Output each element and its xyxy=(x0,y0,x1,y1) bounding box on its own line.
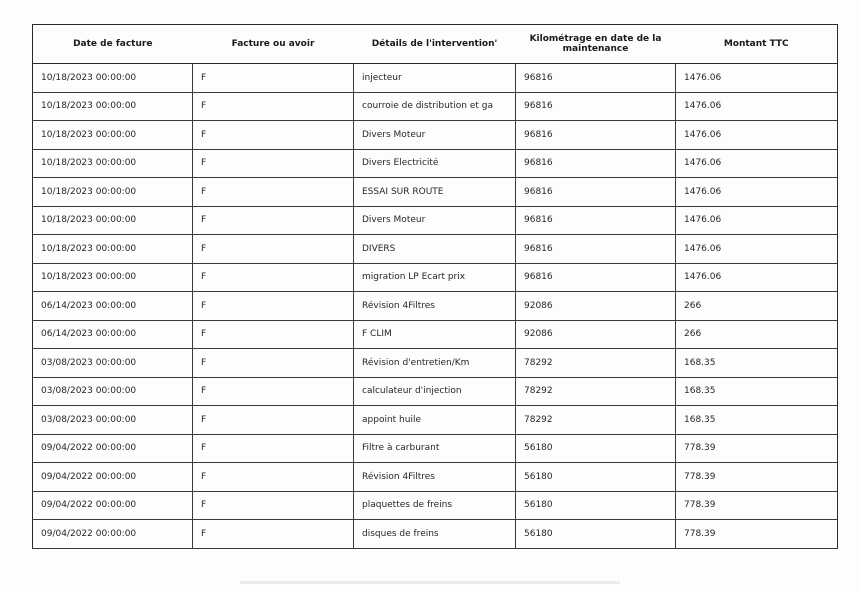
cell-invoice-date: 10/18/2023 00:00:00 xyxy=(33,149,193,178)
cell-invoice-type: F xyxy=(193,149,354,178)
cell-amount-ttc: 1476.06 xyxy=(676,178,838,207)
cell-amount-ttc: 266 xyxy=(676,292,838,321)
cell-invoice-date: 10/18/2023 00:00:00 xyxy=(33,206,193,235)
cell-invoice-date: 10/18/2023 00:00:00 xyxy=(33,263,193,292)
cell-intervention-details: DIVERS xyxy=(354,235,516,264)
cell-invoice-type: F xyxy=(193,121,354,150)
cell-amount-ttc: 1476.06 xyxy=(676,263,838,292)
cell-invoice-type: F xyxy=(193,434,354,463)
cell-invoice-type: F xyxy=(193,320,354,349)
cell-amount-ttc: 778.39 xyxy=(676,434,838,463)
cell-invoice-date: 10/18/2023 00:00:00 xyxy=(33,235,193,264)
cell-mileage: 96816 xyxy=(516,178,676,207)
cell-amount-ttc: 266 xyxy=(676,320,838,349)
cell-mileage: 56180 xyxy=(516,520,676,549)
cell-mileage: 92086 xyxy=(516,292,676,321)
cell-intervention-details: migration LP Ecart prix xyxy=(354,263,516,292)
table-row xyxy=(33,292,838,321)
cell-intervention-details: courroie de distribution et ga xyxy=(354,92,516,121)
cell-mileage: 96816 xyxy=(516,235,676,264)
scan-artifact-line xyxy=(240,581,620,584)
cell-invoice-date: 06/14/2023 00:00:00 xyxy=(33,292,193,321)
cell-mileage: 78292 xyxy=(516,377,676,406)
cell-intervention-details: F CLIM xyxy=(354,320,516,349)
cell-invoice-type: F xyxy=(193,491,354,520)
cell-invoice-date: 03/08/2023 00:00:00 xyxy=(33,377,193,406)
table-row xyxy=(33,206,838,235)
cell-mileage: 96816 xyxy=(516,149,676,178)
cell-mileage: 96816 xyxy=(516,92,676,121)
cell-invoice-type: F xyxy=(193,178,354,207)
table-row xyxy=(33,377,838,406)
cell-intervention-details: Filtre à carburant xyxy=(354,434,516,463)
cell-mileage: 78292 xyxy=(516,349,676,378)
cell-invoice-type: F xyxy=(193,64,354,93)
cell-invoice-date: 03/08/2023 00:00:00 xyxy=(33,349,193,378)
cell-amount-ttc: 778.39 xyxy=(676,491,838,520)
cell-amount-ttc: 1476.06 xyxy=(676,235,838,264)
table-row xyxy=(33,149,838,178)
table-row xyxy=(33,349,838,378)
cell-amount-ttc: 1476.06 xyxy=(676,64,838,93)
cell-mileage: 78292 xyxy=(516,406,676,435)
header-amount-ttc: Montant TTC xyxy=(676,25,838,64)
cell-mileage: 96816 xyxy=(516,206,676,235)
cell-invoice-type: F xyxy=(193,520,354,549)
table-row xyxy=(33,491,838,520)
cell-invoice-date: 09/04/2022 00:00:00 xyxy=(33,463,193,492)
cell-invoice-date: 09/04/2022 00:00:00 xyxy=(33,520,193,549)
cell-amount-ttc: 1476.06 xyxy=(676,121,838,150)
cell-intervention-details: Divers Moteur xyxy=(354,206,516,235)
cell-invoice-type: F xyxy=(193,292,354,321)
table-body xyxy=(33,64,838,549)
cell-invoice-date: 10/18/2023 00:00:00 xyxy=(33,178,193,207)
cell-invoice-type: F xyxy=(193,406,354,435)
cell-amount-ttc: 1476.06 xyxy=(676,149,838,178)
cell-intervention-details: Révision d'entretien/Km xyxy=(354,349,516,378)
cell-invoice-type: F xyxy=(193,349,354,378)
table-row xyxy=(33,92,838,121)
cell-invoice-date: 06/14/2023 00:00:00 xyxy=(33,320,193,349)
cell-invoice-type: F xyxy=(193,235,354,264)
cell-mileage: 96816 xyxy=(516,121,676,150)
cell-mileage: 96816 xyxy=(516,64,676,93)
table-row xyxy=(33,406,838,435)
cell-intervention-details: calculateur d'injection xyxy=(354,377,516,406)
cell-intervention-details: injecteur xyxy=(354,64,516,93)
table-row xyxy=(33,64,838,93)
cell-intervention-details: Révision 4Filtres xyxy=(354,463,516,492)
header-invoice-date: Date de facture xyxy=(33,25,193,64)
header-mileage: Kilométrage en date de la maintenance xyxy=(516,25,676,64)
cell-invoice-date: 10/18/2023 00:00:00 xyxy=(33,121,193,150)
table-row xyxy=(33,121,838,150)
cell-intervention-details: Divers Electricité xyxy=(354,149,516,178)
cell-invoice-date: 10/18/2023 00:00:00 xyxy=(33,64,193,93)
cell-invoice-date: 10/18/2023 00:00:00 xyxy=(33,92,193,121)
table-row xyxy=(33,320,838,349)
cell-invoice-type: F xyxy=(193,92,354,121)
table-header-row xyxy=(33,25,838,64)
cell-amount-ttc: 1476.06 xyxy=(676,206,838,235)
cell-mileage: 56180 xyxy=(516,463,676,492)
cell-invoice-date: 03/08/2023 00:00:00 xyxy=(33,406,193,435)
cell-amount-ttc: 168.35 xyxy=(676,406,838,435)
cell-intervention-details: disques de freins xyxy=(354,520,516,549)
cell-invoice-date: 09/04/2022 00:00:00 xyxy=(33,434,193,463)
cell-amount-ttc: 778.39 xyxy=(676,520,838,549)
cell-intervention-details: ESSAI SUR ROUTE xyxy=(354,178,516,207)
cell-invoice-type: F xyxy=(193,377,354,406)
cell-intervention-details: appoint huile xyxy=(354,406,516,435)
cell-amount-ttc: 1476.06 xyxy=(676,92,838,121)
table-row xyxy=(33,463,838,492)
cell-invoice-type: F xyxy=(193,263,354,292)
table-row xyxy=(33,178,838,207)
cell-mileage: 96816 xyxy=(516,263,676,292)
table-row xyxy=(33,235,838,264)
table-row xyxy=(33,520,838,549)
cell-invoice-type: F xyxy=(193,206,354,235)
cell-amount-ttc: 168.35 xyxy=(676,349,838,378)
cell-mileage: 56180 xyxy=(516,434,676,463)
cell-amount-ttc: 168.35 xyxy=(676,377,838,406)
header-intervention-details: Détails de l'intervention' xyxy=(354,25,516,64)
cell-mileage: 92086 xyxy=(516,320,676,349)
cell-intervention-details: plaquettes de freins xyxy=(354,491,516,520)
cell-intervention-details: Divers Moteur xyxy=(354,121,516,150)
cell-invoice-type: F xyxy=(193,463,354,492)
header-invoice-type: Facture ou avoir xyxy=(193,25,354,64)
maintenance-invoice-table xyxy=(32,24,838,549)
cell-amount-ttc: 778.39 xyxy=(676,463,838,492)
table-row xyxy=(33,434,838,463)
cell-invoice-date: 09/04/2022 00:00:00 xyxy=(33,491,193,520)
cell-mileage: 56180 xyxy=(516,491,676,520)
table-row xyxy=(33,263,838,292)
cell-intervention-details: Révision 4Filtres xyxy=(354,292,516,321)
